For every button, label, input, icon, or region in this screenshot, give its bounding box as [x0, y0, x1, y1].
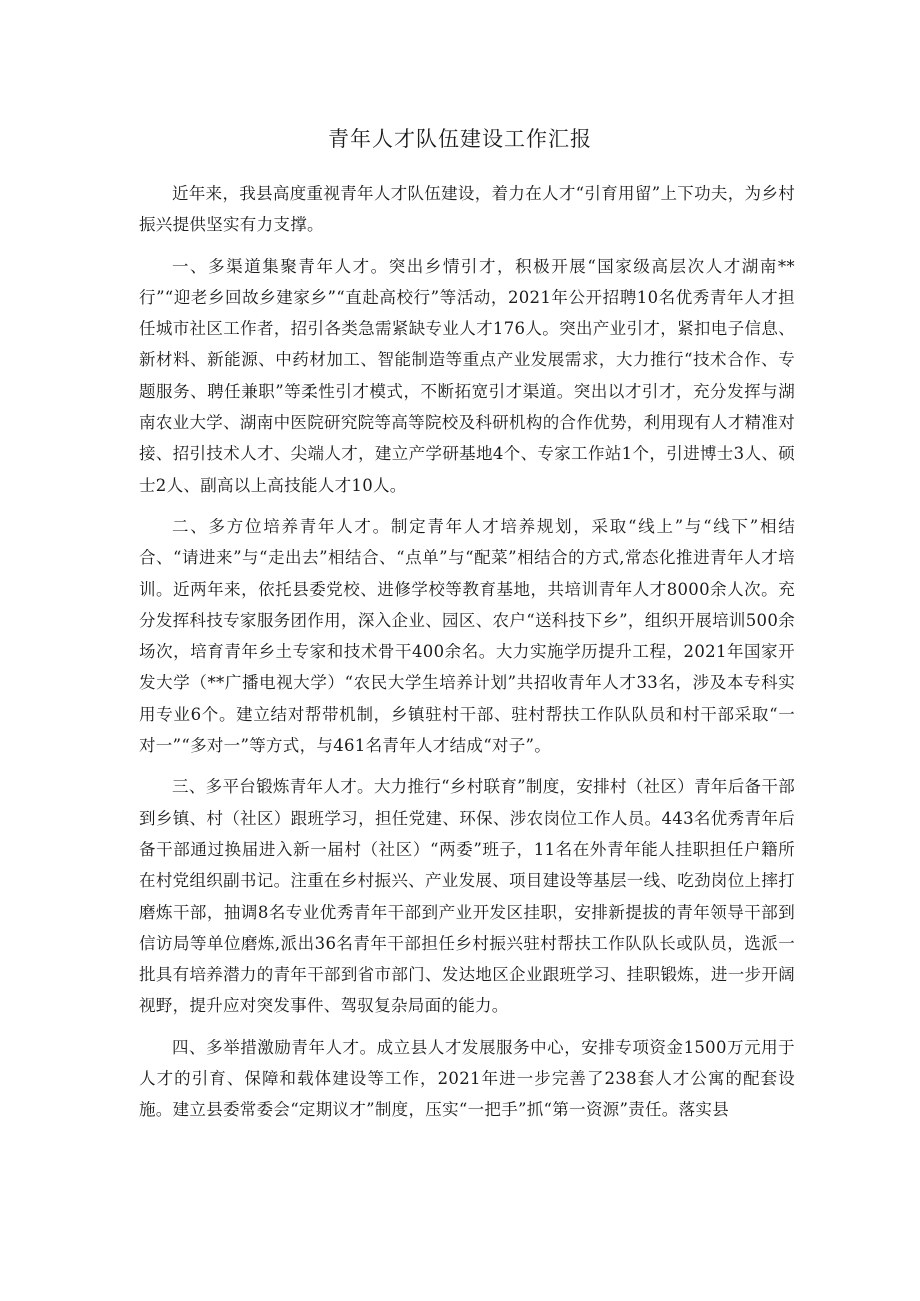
document-body	[139, 178, 795, 1136]
section-4-paragraph: 四、多举措激励青年人才。成立县人才发展服务中心，安排专项资金1500万元用于人才的引育、保障和载体建设等工作，2021年进一步完善了238套人才公寓的配套设施。建立县委常委会“定期议才”制度，压实“一把手”抓“第一资源”责任。落实县	[139, 1037, 795, 1120]
section-3-paragraph: 三、多平台锻炼青年人才。大力推行“乡村联育”制度，安排村（社区）青年后备干部到乡镇、村（社区）跟班学习，担任党建、环保、涉农岗位工作人员。443名优秀青年后备干部通过换届进入新一届村（社区）“两委”班子，11名在外青年能人挂职担任户籍所在村党组织副书记。注重在乡村振兴、产业发展、项目建设等基层一线、吃劲岗位上摔打磨炼干部，抽调8名专业优秀青年干部到产业开发区挂职，安排新提拔的青年领导干部到信访局等单位磨炼,派出36名青年干部担任乡村振兴驻村帮扶工作队队长或队员，选派一批具有培养潜力的青年干部到省市部门、发达地区企业跟班学习、挂职锻炼，进一步开阔视野，提升应对突发事件、驾驭复杂局面的能力。	[139, 777, 795, 1016]
section-1-paragraph: 一、多渠道集聚青年人才。突出乡情引才，积极开展“国家级高层次人才湖南**行”“迎老乡回故乡建家乡”“直赴高校行”等活动，2021年公开招聘10名优秀青年人才担任城市社区工作者，招引各类急需紧缺专业人才176人。突出产业引才，紧扣电子信息、新材料、新能源、中药材加工、智能制造等重点产业发展需求，大力推行“技术合作、专题服务、聘任兼职”等柔性引才模式，不断拓宽引才渠道。突出以才引才，充分发挥与湖南农业大学、湖南中医院研究院等高等院校及科研机构的合作优势，利用现有人才精准对接、招引技术人才、尖端人才，建立产学研基地4个、专家工作站1个，引进博士3人、硕士2人、副高以上高技能人才10人。	[139, 256, 795, 495]
section-2-paragraph: 二、多方位培养青年人才。制定青年人才培养规划，采取“线上”与“线下”相结合、“请进来”与“走出去”相结合、“点单”与“配菜”相结合的方式,常态化推进青年人才培训。近两年来，依托县委党校、进修学校等教育基地，共培训青年人才8000余人次。充分发挥科技专家服务团作用，深入企业、园区、农户“送科技下乡”，组织开展培训500余场次，培育青年乡土专家和技术骨干400余名。大力实施学历提升工程，2021年国家开发大学（**广播电视大学）“农民大学生培养计划”共招收青年人才33名，涉及本专科实用专业6个。建立结对帮带机制，乡镇驻村干部、驻村帮扶工作队队员和村干部采取“一对一”“多对一”等方式，与461名青年人才结成“对子”。	[139, 516, 795, 756]
intro-paragraph: 近年来，我县高度重视青年人才队伍建设，着力在人才“引育用留”上下功夫，为乡村振兴提供坚实有力支撑。	[139, 184, 795, 235]
document-title: 青年人才队伍建设工作汇报	[328, 127, 592, 151]
